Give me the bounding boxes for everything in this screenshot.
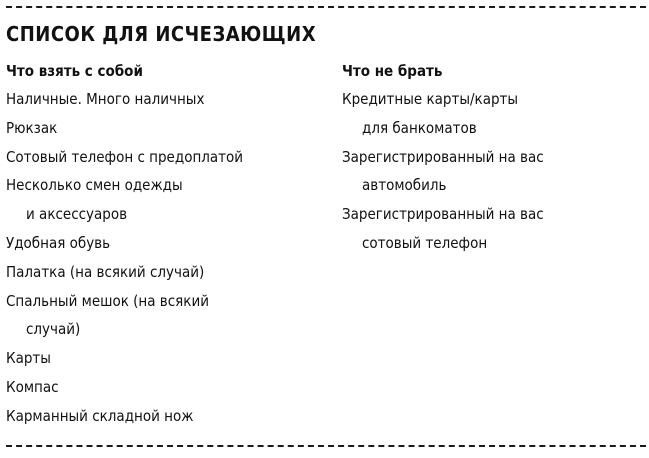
list-title: СПИСОК ДЛЯ ИСЧЕЗАЮЩИХ [6,22,317,46]
list-item [342,143,642,201]
top-dashed-divider [6,6,646,8]
take-column [6,58,326,431]
item-text: Сотовый телефон с предоплатой [6,147,244,166]
dont-take-heading: Что не брать [342,62,443,80]
list-item [6,171,326,229]
take-list [6,85,326,431]
item-text: Спальный мешок (на всякий [6,291,209,310]
item-text: Зарегистрированный на вас [342,205,544,224]
dont-take-column [342,58,642,258]
list-item [6,229,326,258]
list-item [342,200,642,258]
take-heading: Что взять с собой [6,62,143,80]
item-text: Наличные. Много наличных [6,90,205,108]
list-item [6,402,326,431]
item-text: Зарегистрированный на вас [342,147,544,166]
item-continuation: случай) [26,320,81,339]
list-item [6,287,326,345]
list-item [6,258,326,287]
list-item [6,85,326,114]
item-continuation: и аксессуаров [26,205,128,224]
item-text: Рюкзак [6,118,58,137]
item-text: Палатка (на всякий случай) [6,262,205,281]
item-continuation: автомобиль [362,176,447,195]
list-item [6,344,326,373]
item-text: Карты [6,349,51,368]
item-text: Компас [6,377,59,396]
item-continuation: для банкоматов [362,118,477,137]
item-continuation: сотовый телефон [362,233,488,252]
item-text: Несколько смен одежды [6,176,183,195]
list-item [6,373,326,402]
item-text: Удобная обувь [6,233,111,252]
item-text: Кредитные карты/карты [342,90,519,108]
list-item [6,114,326,143]
bottom-dashed-divider [6,445,646,447]
list-item [6,143,326,172]
list-item [342,85,642,143]
item-text: Карманный складной нож [6,406,194,425]
dont-take-list [342,85,642,258]
